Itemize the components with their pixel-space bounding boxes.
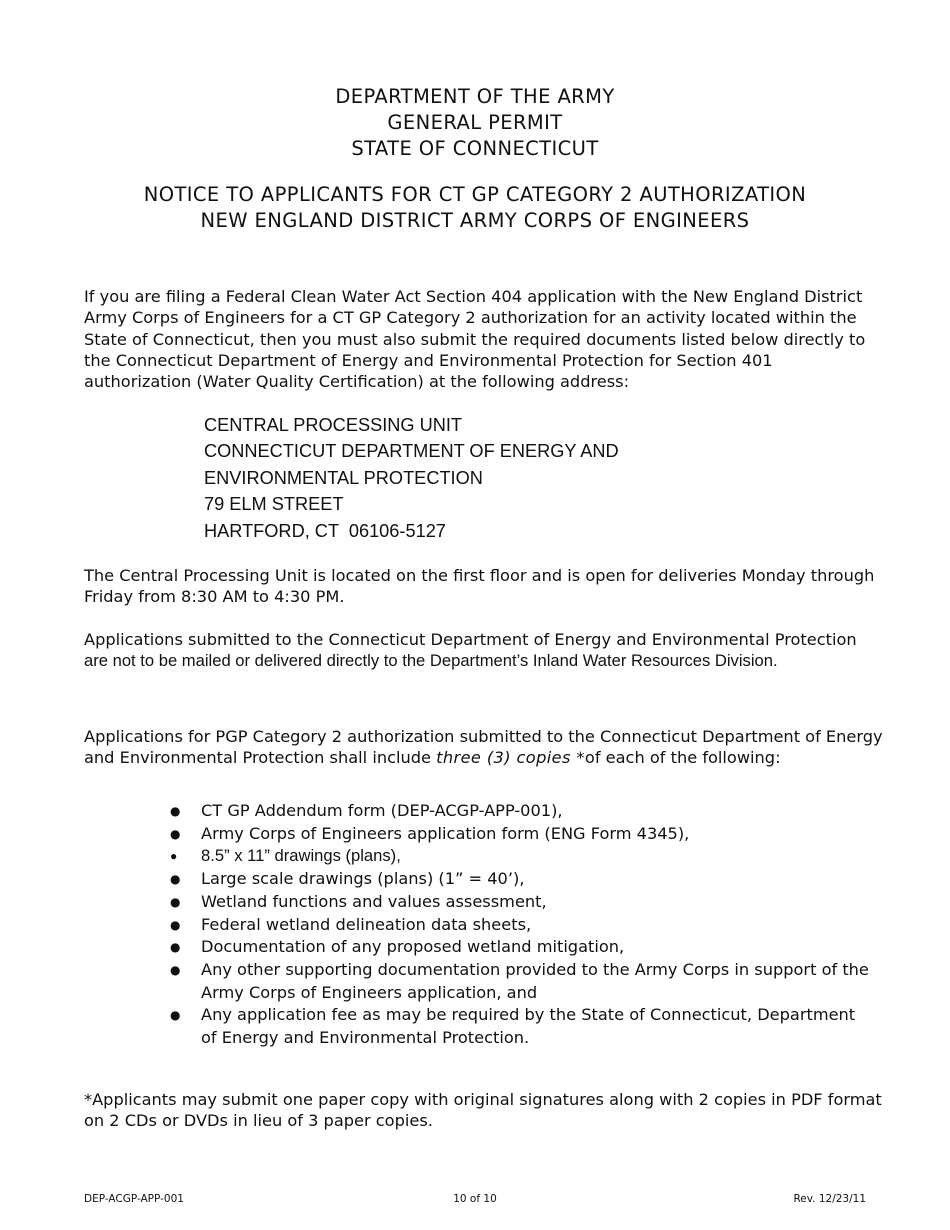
list-item-text: Any application fee as may be required by the State of Connecticut, Department of Energy and Environmental Protection. [201, 1005, 856, 1048]
list-item [170, 936, 870, 959]
bullet-icon: ● [170, 849, 178, 864]
address-line-2: CONNECTICUT DEPARTMENT OF ENERGY AND [204, 441, 619, 462]
mailing-address [204, 412, 619, 544]
header-state: STATE OF CONNECTICUT [351, 137, 599, 160]
header-permit-type: GENERAL PERMIT [387, 111, 563, 134]
bullet-icon: ● [170, 1008, 181, 1023]
list-item-text: Federal wetland delineation data sheets, [201, 914, 532, 934]
address-line-4: 79 ELM STREET [204, 494, 344, 515]
required-documents-list [170, 800, 870, 1050]
list-item [170, 868, 870, 891]
address-line-1: CENTRAL PROCESSING UNIT [204, 415, 463, 435]
list-item [170, 845, 870, 868]
bullet-icon: ● [170, 826, 181, 841]
include-copies-emphasis: three (3) copies * [436, 748, 585, 768]
list-item-text: Army Corps of Engineers application form (ENG Form 4345), [201, 823, 690, 843]
hours-paragraph: The Central Processing Unit is located on the first floor and is open for deliveries Monday through Friday from 8:30 AM to 4:30 PM. [84, 566, 875, 607]
footnote-paragraph: *Applicants may submit one paper copy with original signatures along with 2 copies in PDF format on 2 CDs or DVDs in lieu of 3 paper copies. [84, 1090, 882, 1131]
bullet-icon: ● [170, 872, 181, 887]
list-item [170, 959, 870, 1004]
bullet-icon: ● [170, 894, 181, 909]
list-item-text: Any other supporting documentation provided to the Army Corps in support of the Army Corps of Engineers application, and [201, 959, 869, 1002]
list-item [170, 891, 870, 914]
notice-title [0, 182, 950, 234]
bullet-icon: ● [170, 804, 181, 818]
footer-form-id: DEP-ACGP-APP-001 [84, 1193, 184, 1205]
intro-paragraph: If you are filing a Federal Clean Water Act Section 404 application with the New England District Army Corps of Engineers for a CT GP Category 2 authorization for an activity located within the State of Connecticut, then you must also submit the required documents listed below directly to the Connecticut Department of Energy and Environmental Protection for Section 401 authorization (Water Quality Certification) at the following address: [84, 287, 866, 392]
bullet-icon: ● [170, 940, 181, 955]
footer-revision: Rev. 12/23/11 [793, 1193, 866, 1205]
notice-title-line-2: NEW ENGLAND DISTRICT ARMY CORPS OF ENGINEERS [200, 209, 750, 232]
include-text-before: Applications for PGP Category 2 authorization submitted to the Connecticut Department of Energy and Environmental Protection shall include [84, 727, 883, 768]
document-header [0, 84, 950, 162]
mailing-restriction-paragraph [84, 629, 884, 672]
address-line-3: ENVIRONMENTAL PROTECTION [204, 467, 483, 488]
bullet-icon: ● [170, 962, 181, 977]
footer-page-number: 10 of 10 [453, 1193, 497, 1205]
list-item [170, 823, 870, 846]
mailing-restriction-part-2: are not to be mailed or delivered directly to the Department’s Inland Water Resources Division. [84, 651, 778, 671]
list-item-text: Wetland functions and values assessment, [201, 891, 547, 911]
mailing-restriction-part-1: Applications submitted to the Connecticut Department of Energy and Environmental Protection [84, 630, 857, 649]
list-item [170, 1004, 870, 1049]
bullet-icon: ● [170, 917, 181, 932]
list-item [170, 800, 870, 823]
list-item-text: CT GP Addendum form (DEP-ACGP-APP-001), [201, 801, 563, 820]
include-text-after: of each of the following: [584, 748, 781, 768]
list-item-text: 8.5” x 11” drawings (plans), [201, 846, 401, 866]
address-line-5: HARTFORD, CT 06106-5127 [204, 520, 446, 541]
list-item-text: Large scale drawings (plans) (1” = 40’), [201, 869, 525, 889]
list-item-text: Documentation of any proposed wetland mitigation, [201, 937, 625, 957]
notice-title-line-1: NOTICE TO APPLICANTS FOR CT GP CATEGORY 2 AUTHORIZATION [143, 183, 807, 206]
header-department: DEPARTMENT OF THE ARMY [335, 85, 615, 108]
include-paragraph [84, 726, 884, 769]
list-item [170, 914, 870, 937]
